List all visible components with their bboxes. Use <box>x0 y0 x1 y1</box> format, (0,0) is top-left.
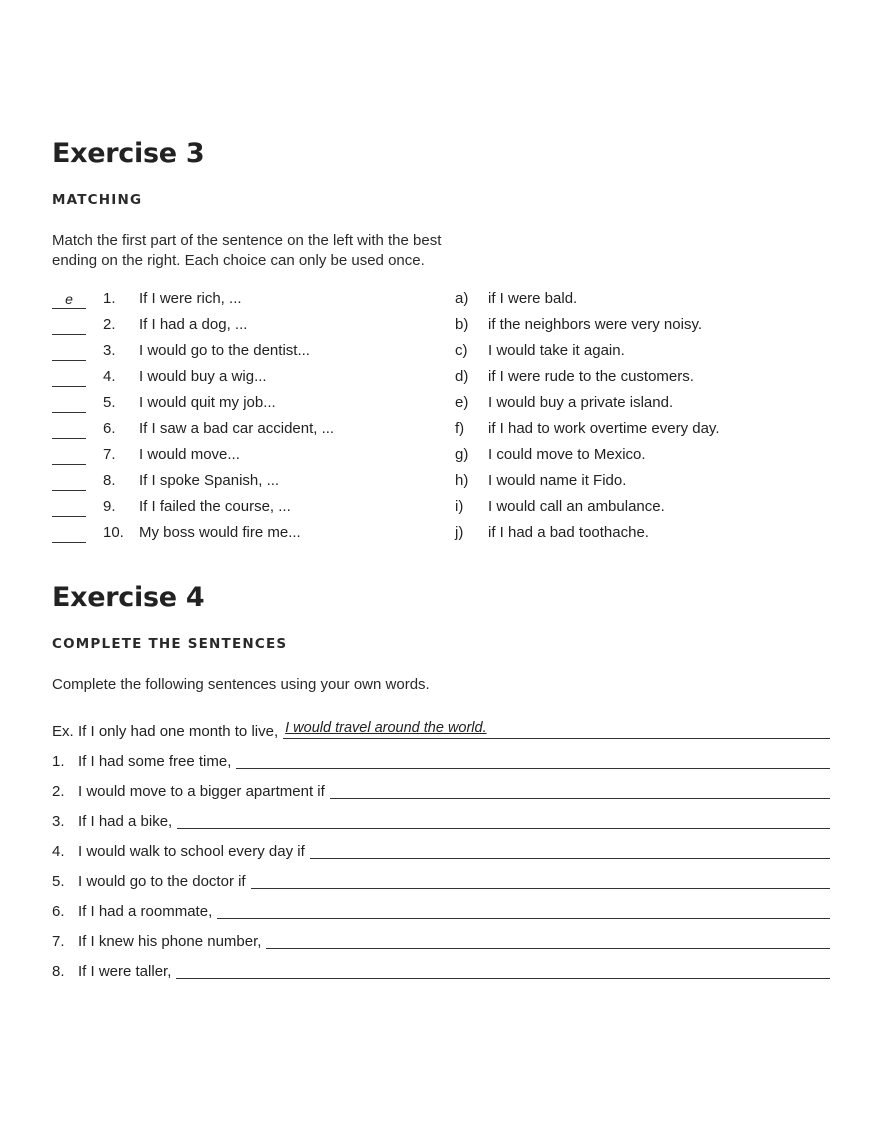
sentence-stem: I would move to a bigger apartment if <box>78 783 325 800</box>
choice-text: if I were bald. <box>488 290 578 307</box>
item-text: If I spoke Spanish, ... <box>139 472 280 489</box>
matching-choice <box>455 367 835 393</box>
item-text: I would move... <box>139 446 240 463</box>
matching-choice <box>455 289 835 315</box>
item-text: I would quit my job... <box>139 394 276 411</box>
item-number: 1. <box>103 290 116 307</box>
answer-line[interactable] <box>236 749 830 769</box>
choice-letter: h) <box>455 472 469 489</box>
answer-blank[interactable] <box>52 369 86 387</box>
sentence-number: 4. <box>52 843 65 860</box>
answer-blank[interactable] <box>52 395 86 413</box>
sentence-number: 5. <box>52 873 65 890</box>
choice-letter: f) <box>455 420 465 437</box>
matching-choice <box>455 523 835 549</box>
choice-text: I would name it Fido. <box>488 472 627 489</box>
item-number: 2. <box>103 316 116 333</box>
sentence-number: 2. <box>52 783 65 800</box>
answer-blank[interactable] <box>52 473 86 491</box>
item-number: 7. <box>103 446 116 463</box>
sentence-row <box>52 742 830 772</box>
sentence-row <box>52 802 830 832</box>
choice-text: I would buy a private island. <box>488 394 674 411</box>
matching-item <box>52 497 432 523</box>
matching-choice <box>455 445 835 471</box>
item-number: 3. <box>103 342 116 359</box>
item-text: If I had a dog, ... <box>139 316 248 333</box>
matching-item <box>52 393 432 419</box>
answer-blank[interactable] <box>52 499 86 517</box>
matching-choice <box>455 393 835 419</box>
answer-blank[interactable] <box>52 317 86 335</box>
item-text: If I were rich, ... <box>139 290 242 307</box>
item-text: I would go to the dentist... <box>139 342 310 359</box>
sentence-stem: If I had some free time, <box>78 753 232 770</box>
choice-letter: e) <box>455 394 469 411</box>
matching-choice <box>455 341 835 367</box>
matching-item <box>52 289 432 315</box>
answer-blank[interactable]: e <box>52 291 86 309</box>
answer-line[interactable] <box>176 959 830 979</box>
matching-right-column <box>455 289 835 549</box>
matching-item <box>52 341 432 367</box>
matching-item <box>52 471 432 497</box>
item-number: 5. <box>103 394 116 411</box>
answer-line[interactable] <box>330 779 830 799</box>
choice-text: if the neighbors were very noisy. <box>488 316 702 333</box>
matching-choice <box>455 315 835 341</box>
answer-line[interactable] <box>177 809 830 829</box>
item-text: My boss would fire me... <box>139 524 301 541</box>
item-text: If I saw a bad car accident, ... <box>139 420 335 437</box>
choice-letter: g) <box>455 446 469 463</box>
sentence-row <box>52 892 830 922</box>
choice-letter: b) <box>455 316 469 333</box>
answer-blank[interactable] <box>52 343 86 361</box>
instructions-line-1: Match the first part of the sentence on the left with the best <box>52 232 442 249</box>
sentence-row <box>52 952 830 982</box>
choice-text: I would take it again. <box>488 342 625 359</box>
complete-sentences-list <box>52 712 830 982</box>
exercise-3-instructions <box>52 231 441 271</box>
choice-letter: a) <box>455 290 469 307</box>
choice-letter: i) <box>455 498 464 515</box>
matching-item <box>52 445 432 471</box>
sentence-number: Ex. <box>52 723 74 740</box>
exercise-4-instructions: Complete the following sentences using your own words. <box>52 676 430 693</box>
answer-blank[interactable] <box>52 447 86 465</box>
sentence-stem: If I were taller, <box>78 963 172 980</box>
sentence-stem: I would walk to school every day if <box>78 843 305 860</box>
sentence-row <box>52 832 830 862</box>
sentence-stem: I would go to the doctor if <box>78 873 246 890</box>
sentence-row <box>52 862 830 892</box>
item-text: If I failed the course, ... <box>139 498 291 515</box>
answer-blank[interactable] <box>52 421 86 439</box>
sentence-row <box>52 772 830 802</box>
item-number: 4. <box>103 368 116 385</box>
choice-letter: c) <box>455 342 468 359</box>
instructions-line-2: ending on the right. Each choice can only be used once. <box>52 252 425 269</box>
matching-item <box>52 315 432 341</box>
matching-choice <box>455 419 835 445</box>
sentence-number: 3. <box>52 813 65 830</box>
sentence-stem: If I knew his phone number, <box>78 933 262 950</box>
item-text: I would buy a wig... <box>139 368 267 385</box>
sentence-number: 8. <box>52 963 65 980</box>
exercise-4-subtitle: COMPLETE THE SENTENCES <box>52 636 288 652</box>
sentence-row <box>52 922 830 952</box>
answer-line[interactable] <box>251 869 830 889</box>
sentence-row-example <box>52 712 830 742</box>
matching-item <box>52 523 432 549</box>
item-number: 8. <box>103 472 116 489</box>
exercise-3-subtitle: MATCHING <box>52 192 143 208</box>
choice-text: I would call an ambulance. <box>488 498 665 515</box>
choice-text: if I were rude to the customers. <box>488 368 694 385</box>
matching-item <box>52 367 432 393</box>
choice-text: if I had to work overtime every day. <box>488 420 720 437</box>
matching-left-column <box>52 289 432 549</box>
matching-choice <box>455 497 835 523</box>
choice-letter: d) <box>455 368 469 385</box>
answer-line[interactable]: I would travel around the world. <box>283 719 830 739</box>
answer-line[interactable] <box>266 929 830 949</box>
sentence-stem: If I had a bike, <box>78 813 173 830</box>
matching-item <box>52 419 432 445</box>
choice-text: if I had a bad toothache. <box>488 524 649 541</box>
answer-line[interactable] <box>310 839 830 859</box>
choice-letter: j) <box>455 524 464 541</box>
sentence-number: 6. <box>52 903 65 920</box>
item-number: 10. <box>103 524 124 541</box>
exercise-3-title: Exercise 3 <box>52 138 205 169</box>
sentence-number: 1. <box>52 753 65 770</box>
exercise-4-title: Exercise 4 <box>52 582 205 613</box>
sentence-stem: If I had a roommate, <box>78 903 213 920</box>
choice-text: I could move to Mexico. <box>488 446 646 463</box>
item-number: 9. <box>103 498 116 515</box>
answer-blank[interactable] <box>52 525 86 543</box>
item-number: 6. <box>103 420 116 437</box>
sentence-stem: If I only had one month to live, <box>78 723 279 740</box>
matching-choice <box>455 471 835 497</box>
answer-line[interactable] <box>217 899 830 919</box>
sentence-number: 7. <box>52 933 65 950</box>
